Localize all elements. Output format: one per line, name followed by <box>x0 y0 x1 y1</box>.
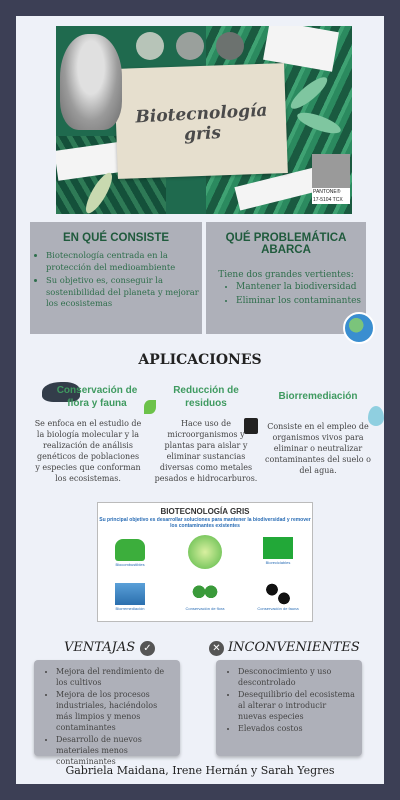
globe-icon <box>343 312 375 344</box>
hero-title: Biotecnología gris <box>135 100 268 145</box>
check-icon: ✓ <box>140 641 155 656</box>
list-item: • Desequilibrio del ecosistema al alterar o introducir nuevas especies <box>238 689 356 722</box>
list-item: • Elevados costos <box>238 723 356 734</box>
infographic-item: Conservación de fauna <box>256 583 300 611</box>
ventajas-heading: VENTAJAS <box>64 640 136 655</box>
problematica-intro: Tiene dos grandes vertientes: <box>218 270 354 280</box>
biotecnologia-infographic <box>97 502 313 622</box>
trees-icon <box>190 583 220 605</box>
infographic-item: Conservación de flora <box>183 583 227 611</box>
pantone-swatch <box>312 154 350 204</box>
list-item: • Eliminar los contaminantes <box>236 296 366 308</box>
problematica-list <box>206 282 366 307</box>
list-item: • Desconocimiento y uso descontrolado <box>238 666 356 688</box>
inconvenientes-box <box>216 660 362 756</box>
statue-image <box>60 34 122 130</box>
inconvenientes-list <box>216 666 356 734</box>
ventajas-list <box>34 666 174 767</box>
list-item: • Biotecnología centrada en la protección del medioambiente <box>46 250 202 273</box>
car-icon <box>115 539 145 561</box>
aplicacion-conservacion <box>34 384 142 484</box>
infographic-item: Biorremediación <box>108 583 152 611</box>
consiste-panel <box>30 222 202 334</box>
aplicacion-body: Hace uso de microorganismos y plantas para aislar y eliminar sustancias diversas como metales pesados e hidrocarburos. <box>154 419 258 483</box>
infographic-item: Bioreciclables <box>256 537 300 565</box>
inconvenientes-heading: INCONVENIENTES <box>228 640 360 655</box>
aplicacion-heading: Reducción de residuos <box>173 385 239 409</box>
aplicacion-body: Consiste en el empleo de organismos vivos para eliminar o neutralizar contaminantes del suelo o del agua. <box>265 422 371 475</box>
pantone-label: PANTONE® <box>313 189 341 195</box>
infographic-subtitle: Su principal objetivo es desarrollar soluciones para mantener la biodiversidad y remover los contaminantes existentes <box>99 517 311 529</box>
consiste-heading: EN QUÉ CONSISTE <box>62 232 170 244</box>
recycle-bag-icon <box>263 537 293 559</box>
aplicacion-heading: Biorremediación <box>278 391 358 402</box>
animals-icon <box>263 583 293 605</box>
infographic-item: Biocombustibles <box>108 539 152 567</box>
hero-collage <box>56 26 352 214</box>
list-item: • Su objetivo es, conseguir la sostenibilidad del planeta y mejorar los ecosistemas <box>46 275 202 310</box>
infographic-title: BIOTECNOLOGÍA GRIS <box>160 507 250 516</box>
problematica-heading: QUÉ PROBLEMÁTICA ABARCA <box>225 232 347 256</box>
list-item: • Mantener la biodiversidad <box>236 282 366 294</box>
aplicacion-body: Se enfoca en el estudio de la biología molecular y la realización de análisis genéticos de poblaciones y especies que conforman los ecosistemas. <box>34 419 142 483</box>
water-icon <box>115 583 145 605</box>
aplicacion-biorremediacion <box>264 390 372 476</box>
bulb-icon <box>188 535 222 569</box>
ventajas-box <box>34 660 180 766</box>
list-item: • Mejora del rendimiento de los cultivos <box>56 666 174 688</box>
aplicacion-heading: Conservación de flora y fauna <box>56 385 138 409</box>
aplicaciones-title: APLICACIONES <box>138 352 262 368</box>
consiste-list <box>30 250 202 310</box>
list-item: • Desarrollo de nuevos materiales menos contaminantes <box>56 734 174 767</box>
infographic-item <box>183 535 227 569</box>
list-item: • Mejora de los procesos industriales, haciéndolos más limpios y menos contaminantes <box>56 689 174 733</box>
infographic-page <box>16 16 384 784</box>
problematica-panel <box>206 222 366 334</box>
pantone-code: 17-5104 TCX <box>313 197 343 203</box>
authors-footer: Gabriela Maidana, Irene Hernán y Sarah Yegres <box>65 764 335 777</box>
aplicacion-reduccion <box>152 384 260 484</box>
close-icon: ✕ <box>209 641 224 656</box>
